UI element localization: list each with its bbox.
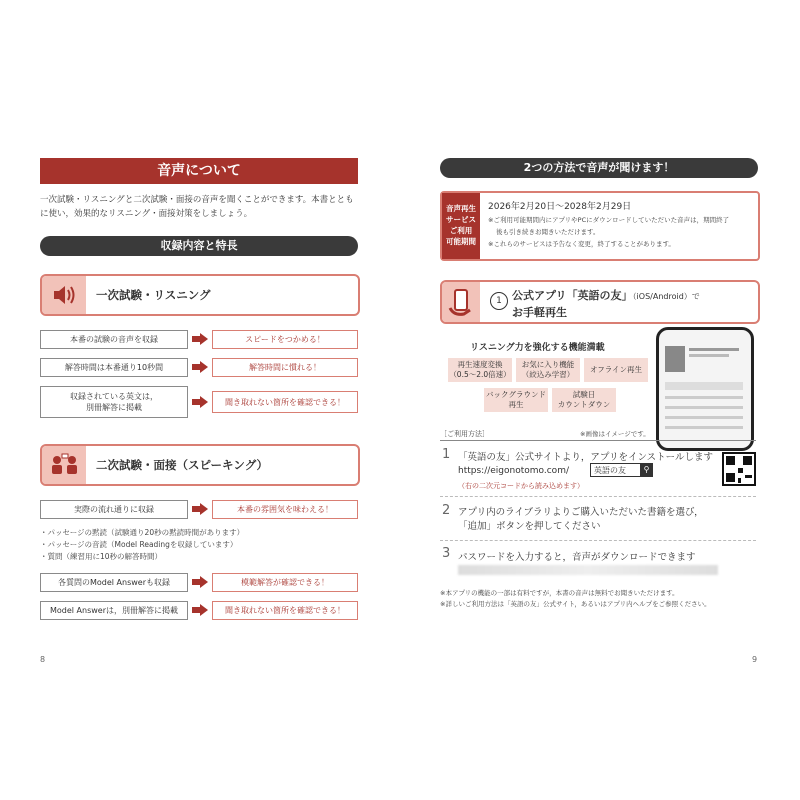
period-note: ※ご利用可能期間内にアプリやPCにダウンロードしていただいた音声は，期間終了 — [488, 216, 730, 224]
footnote: ※詳しいご利用方法は「英語の友」公式サイト，あるいはアプリ内ヘルプをご参照ください。 — [440, 600, 711, 608]
step-number: 3 — [442, 546, 451, 561]
left-intro-text: 一次試験・リスニングと二次試験・面接の音声を聞くことができます。本書とともに使い，効果的なリスニング・面接対策をしましょう。 — [40, 195, 354, 219]
site-url[interactable]: https://eigonotomo.com/ — [458, 466, 569, 476]
period-label: 音声再生 サービス ご利用 可能期間 — [442, 193, 480, 259]
feature-tag: 試験日 カウントダウン — [552, 388, 616, 412]
usage-label: ［ご利用方法］ — [440, 430, 489, 438]
feature-tag: 再生速度変換 （0.5～2.0倍速） — [448, 358, 512, 382]
arrow-icon — [192, 361, 208, 373]
arrow-icon — [192, 396, 208, 408]
speaker-icon — [42, 276, 86, 314]
hand-phone-icon — [442, 282, 480, 322]
speaking-title: 二次試験・面接（スピーキング） — [96, 458, 269, 472]
qr-code — [722, 452, 756, 486]
listening-benefit-1: スピードをつかめる！ — [212, 330, 358, 349]
step-circle-number: 1 — [490, 292, 508, 310]
feature-tag: オフライン再生 — [584, 358, 648, 382]
qr-note: （右の二次元コードから読み込めます） — [458, 482, 584, 490]
left-page-title: 音声について — [40, 158, 358, 184]
step-text: アプリ内のライブラリよりご購入いただいた書籍を選び， 「追加」ボタンを押してください — [458, 507, 704, 532]
listening-feature-1: 本番の試験の音声を収録 — [40, 330, 188, 349]
speaking-feature-2: 各質問のModel Answerも収録 — [40, 573, 188, 592]
step-number: 1 — [442, 447, 451, 462]
bullet-item: ・パッセージの黙読（試験通り20秒の黙読時間があります） — [40, 528, 245, 537]
section-title: 収録内容と特長 — [40, 236, 358, 256]
interview-icon — [42, 446, 86, 484]
listening-category — [40, 274, 360, 316]
arrow-icon — [192, 576, 208, 588]
app-method-box — [440, 280, 760, 324]
listening-title: 一次試験・リスニング — [96, 288, 211, 302]
step-number: 2 — [442, 503, 451, 518]
speaking-benefit-2: 模範解答が確認できる！ — [212, 573, 358, 592]
step-text: 「英語の友」公式サイトより，アプリをインストールします — [458, 452, 713, 463]
search-icon[interactable]: ⚲ — [640, 463, 653, 477]
app-title-platform: （iOS/Android）で — [632, 292, 700, 301]
speaking-benefit-3: 聞き取れない箇所を確認できる！ — [212, 601, 358, 620]
arrow-icon — [192, 604, 208, 616]
app-title-main: 公式アプリ「英語の友」 — [512, 289, 633, 302]
period-note: ※これらのサービスは予告なく変更，終了することがあります。 — [488, 240, 675, 248]
feature-tag: お気に入り機能 （絞込み学習） — [516, 358, 580, 382]
speaking-feature-3: Model Answerは，別冊解答に掲載 — [40, 601, 188, 620]
speaking-benefit-1: 本番の雰囲気を味わえる！ — [212, 500, 358, 519]
listening-feature-3: 収録されている英文は， 別冊解答に掲載 — [40, 386, 188, 418]
blurred-password-note — [458, 565, 718, 575]
page-number-right: 9 — [752, 655, 758, 664]
search-input[interactable]: 英語の友 — [590, 463, 652, 477]
arrow-icon — [192, 333, 208, 345]
step-text: パスワードを入力すると，音声がダウンロードできます — [458, 552, 696, 563]
app-title — [512, 287, 700, 303]
listening-benefit-2: 解答時間に慣れる！ — [212, 358, 358, 377]
listening-benefit-3: 聞き取れない箇所を確認できる！ — [212, 391, 358, 413]
feature-tag: バックグラウンド 再生 — [484, 388, 548, 412]
book-cover-thumbnail — [665, 346, 685, 372]
speaking-category — [40, 444, 360, 486]
arrow-icon — [192, 503, 208, 515]
period-date: 2026年2月20日～2028年2月29日 — [488, 202, 632, 212]
app-title-line2: お手軽再生 — [512, 306, 567, 319]
image-caption: ※画像はイメージです。 — [580, 430, 650, 438]
period-note: 後も引き続きお聞きいただけます。 — [496, 228, 600, 236]
speaking-feature-1: 実際の流れ通りに収録 — [40, 500, 188, 519]
footnote: ※本アプリの機能の一部は有料ですが，本書の音声は無料でお聞きいただけます。 — [440, 589, 679, 597]
right-page-title: 2つの方法で音声が聞けます！ — [440, 158, 758, 178]
availability-period-box — [440, 191, 760, 261]
page-number-left: 8 — [40, 655, 46, 664]
bullet-item: ・パッセージの音読（Model Readingを収録しています） — [40, 540, 238, 549]
bullet-item: ・質問（練習用に10秒の解答時間） — [40, 552, 163, 561]
features-heading: リスニング力を強化する機能満載 — [470, 343, 605, 353]
listening-feature-2: 解答時間は本番通り10秒間 — [40, 358, 188, 377]
app-screenshot-phone — [656, 327, 754, 451]
speaking-bullets — [40, 527, 244, 563]
